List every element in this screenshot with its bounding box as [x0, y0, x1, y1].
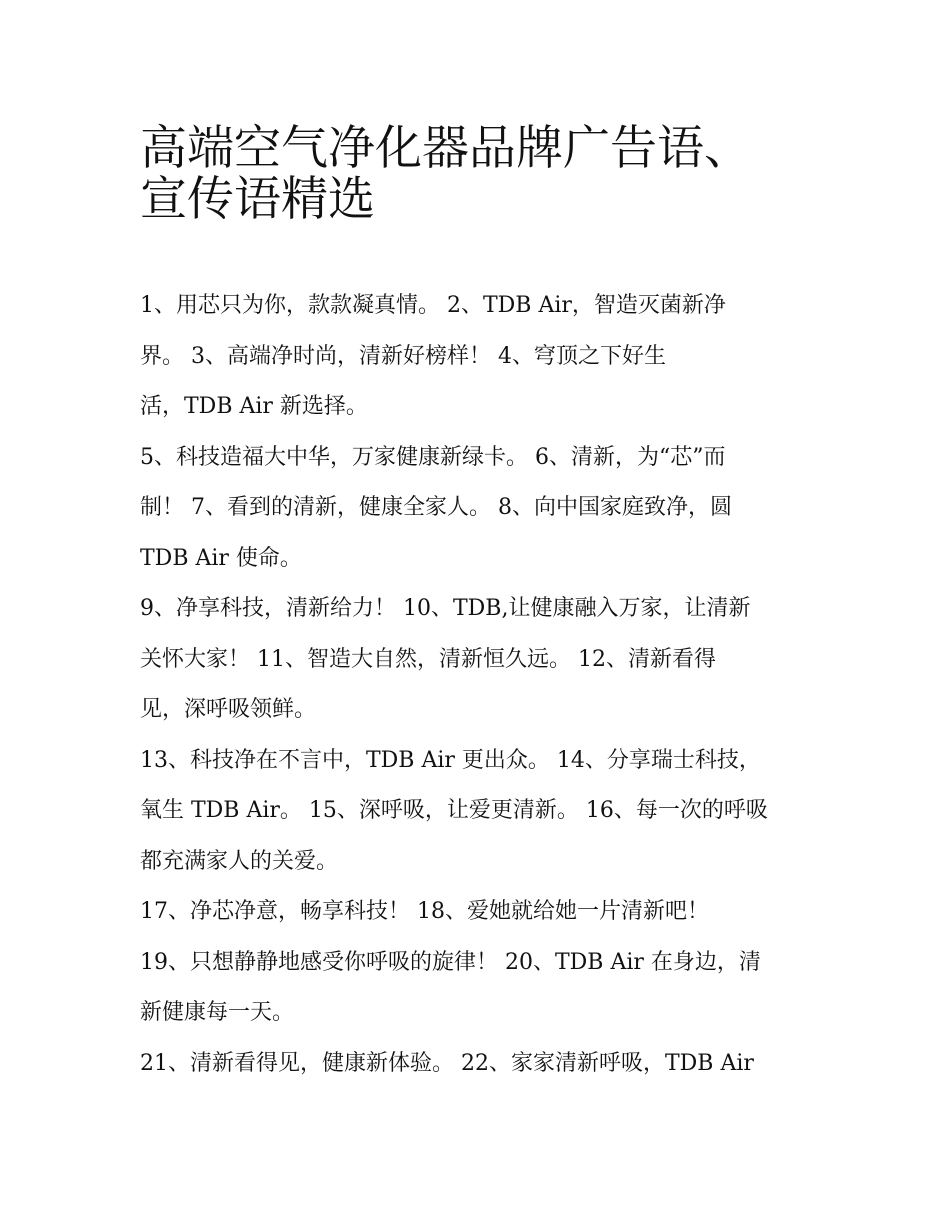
- text-line: 21、清新看得见，健康新体验。 22、家家清新呼吸，TDB Air: [140, 1050, 754, 1076]
- text-line: 关怀大家！ 11、智造大自然，清新恒久远。 12、清新看得: [140, 646, 716, 672]
- text-line: 19、只想静静地感受你呼吸的旋律！ 20、TDB Air 在身边，清: [140, 949, 761, 975]
- page-title: [140, 112, 820, 227]
- slogan-list: [140, 281, 808, 1089]
- text-line: 5、科技造福大中华，万家健康新绿卡。 6、清新，为“芯”而: [140, 444, 726, 470]
- title-line: 高端空气净化器品牌广告语、: [140, 121, 751, 176]
- text-line: 氧生 TDB Air。 15、深呼吸，让爱更清新。 16、每一次的呼吸: [140, 798, 768, 823]
- text-line: 17、净芯净意，畅享科技！ 18、爱她就给她一片清新吧！: [140, 899, 709, 924]
- text-line: TDB Air 使命。: [140, 545, 302, 571]
- text-line: 见，深呼吸领鲜。: [140, 697, 317, 722]
- text-line: 新健康每一天。: [140, 1000, 295, 1025]
- title-line: 宣传语精选: [140, 171, 375, 227]
- text-line: 都充满家人的关爱。: [140, 848, 339, 874]
- text-line: 9、净享科技，清新给力！ 10、TDB,让健康融入万家，让清新: [140, 596, 751, 621]
- text-line: 界。 3、高端净时尚，清新好榜样！ 4、穹顶之下好生: [140, 343, 666, 369]
- text-line: 1、用芯只为你，款款凝真情。 2、TDB Air，智造灭菌新净: [140, 293, 726, 318]
- text-line: 活，TDB Air 新选择。: [140, 394, 368, 419]
- text-line: 制！ 7、看到的清新，健康全家人。 8、向中国家庭致净，圆: [140, 495, 732, 520]
- text-line: 13、科技净在不言中，TDB Air 更出众。 14、分享瑞士科技，: [140, 747, 761, 773]
